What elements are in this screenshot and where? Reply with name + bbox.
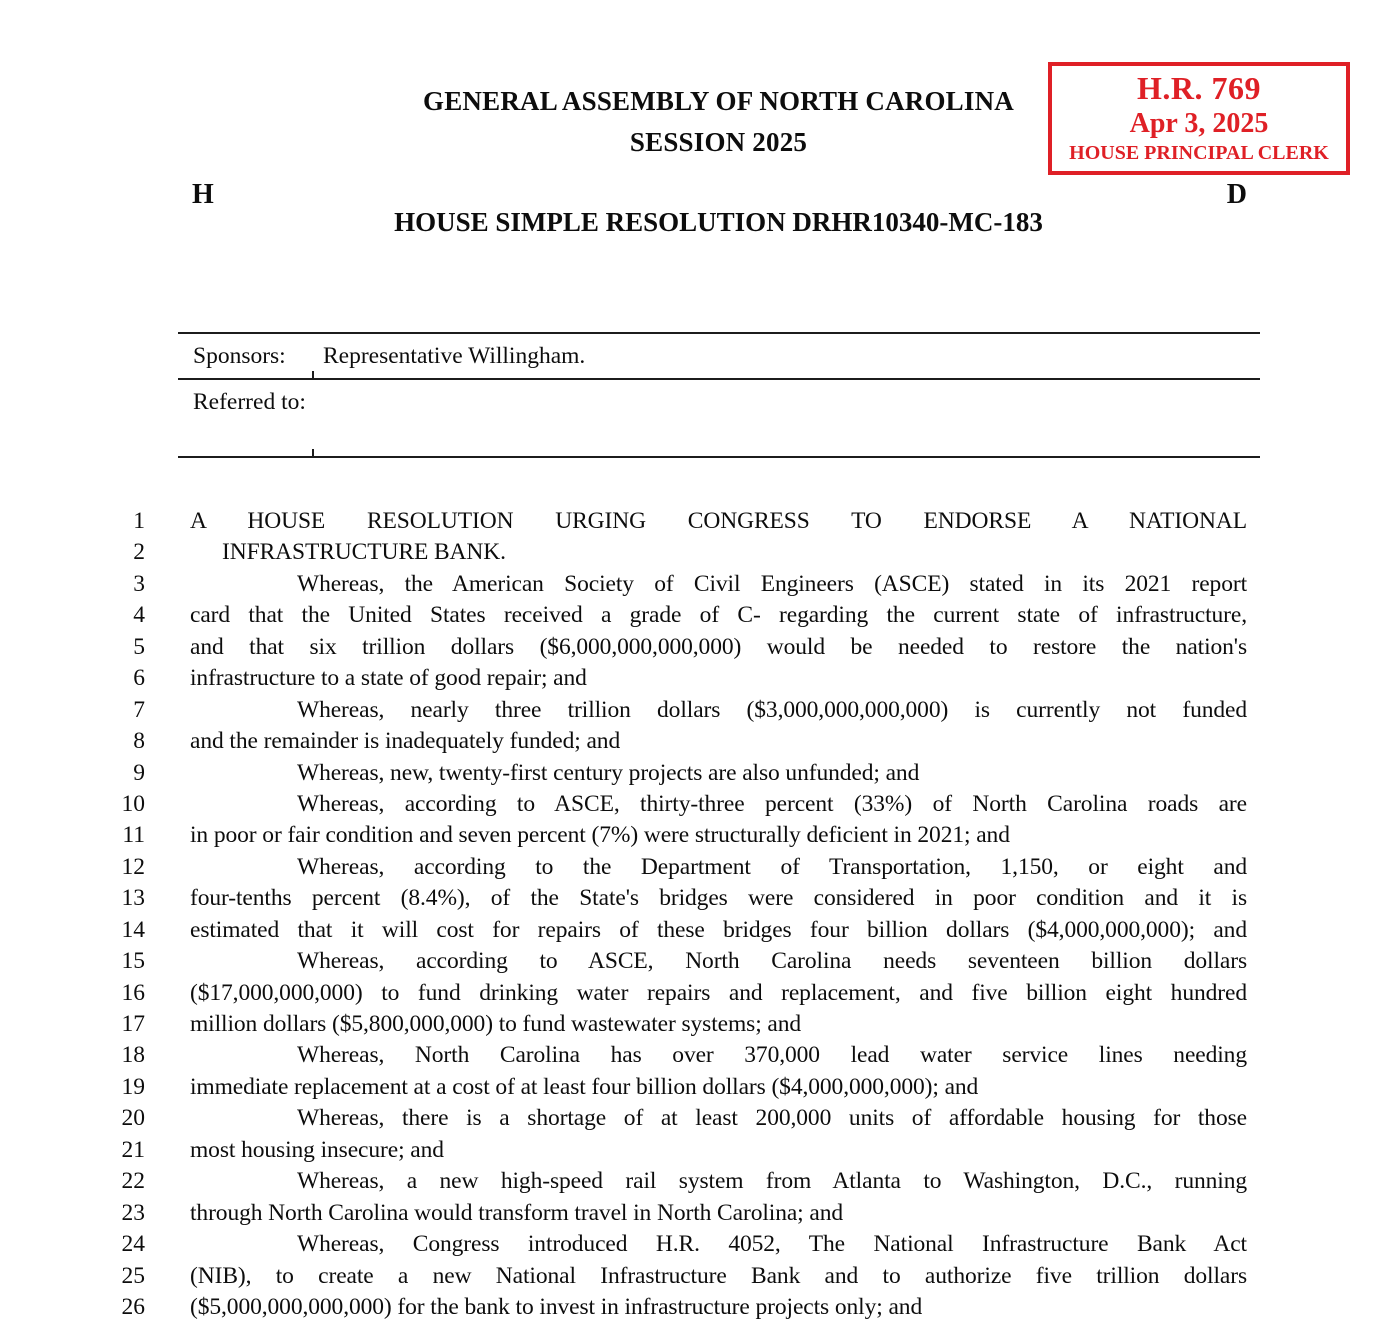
referred-to-row xyxy=(178,380,1260,458)
column-divider-tick xyxy=(312,449,314,456)
line-text: (NIB), to create a new National Infrastructure Bank and to authorize five trillion dollars xyxy=(190,1262,1247,1289)
stamp-date: Apr 3, 2025 xyxy=(1129,108,1269,139)
body-line xyxy=(0,1103,1396,1134)
body-line xyxy=(0,852,1396,883)
line-text: ($17,000,000,000) to fund drinking water repairs and replacement, and five billion eight hundred xyxy=(190,979,1247,1006)
line-text: Whereas, according to the Department of Transportation, 1,150, or eight and xyxy=(297,853,1247,880)
line-text: estimated that it will cost for repairs of these bridges four billion dollars ($4,000,000,000); and xyxy=(190,916,1247,943)
line-number: 8 xyxy=(133,728,145,755)
line-text: infrastructure to a state of good repair; and xyxy=(190,665,587,692)
sponsors-value: Representative Willingham. xyxy=(323,343,586,369)
assembly-title: GENERAL ASSEMBLY OF NORTH CAROLINA xyxy=(423,86,1014,116)
line-number: 23 xyxy=(121,1199,145,1226)
line-text: Whereas, according to ASCE, thirty-three percent (33%) of North Carolina roads are xyxy=(297,790,1247,817)
line-number: 12 xyxy=(121,853,145,880)
line-number: 22 xyxy=(121,1168,145,1195)
line-text: Whereas, new, twenty-first century projects are also unfunded; and xyxy=(297,759,920,786)
body-line xyxy=(0,663,1396,694)
body-line xyxy=(0,883,1396,914)
line-number: 10 xyxy=(121,790,145,817)
line-text: most housing insecure; and xyxy=(190,1136,444,1163)
line-text: in poor or fair condition and seven percent (7%) were structurally deficient in 2021; and xyxy=(190,822,1010,849)
body-line xyxy=(0,915,1396,946)
line-number: 14 xyxy=(121,916,145,943)
line-text: four-tenths percent (8.4%), of the State's bridges were considered in poor condition and it is xyxy=(190,885,1247,912)
body-line xyxy=(0,1072,1396,1103)
line-text: Whereas, according to ASCE, North Carolina needs seventeen billion dollars xyxy=(297,948,1247,975)
line-number: 4 xyxy=(133,602,145,629)
line-number: 20 xyxy=(121,1105,145,1132)
line-number: 18 xyxy=(121,1042,145,1069)
body-line xyxy=(0,1261,1396,1292)
body-line xyxy=(0,978,1396,1009)
line-text: and the remainder is inadequately funded; and xyxy=(190,728,621,755)
body-line xyxy=(0,946,1396,977)
line-number: 16 xyxy=(121,979,145,1006)
sponsors-row xyxy=(178,334,1260,380)
session-title: SESSION 2025 xyxy=(629,127,808,157)
line-text: Whereas, there is a shortage of at least 200,000 units of affordable housing for those xyxy=(297,1105,1247,1132)
resolution-body xyxy=(0,506,1396,1323)
line-text: through North Carolina would transform travel in North Carolina; and xyxy=(190,1199,844,1226)
body-line xyxy=(0,1040,1396,1071)
line-number: 24 xyxy=(121,1231,145,1258)
line-text: Whereas, Congress introduced H.R. 4052, The National Infrastructure Bank Act xyxy=(297,1231,1247,1258)
body-line xyxy=(0,695,1396,726)
line-number: 1 xyxy=(133,508,145,534)
line-number: 7 xyxy=(133,696,145,723)
clerk-filing-stamp xyxy=(1048,62,1350,175)
body-line xyxy=(0,1166,1396,1197)
sponsors-label: Sponsors: xyxy=(193,343,286,369)
body-line xyxy=(0,1198,1396,1229)
line-text: immediate replacement at a cost of at least four billion dollars ($4,000,000,000); and xyxy=(190,1073,979,1100)
body-line xyxy=(0,1009,1396,1040)
body-line xyxy=(0,632,1396,663)
body-line xyxy=(0,537,1396,568)
line-number: 6 xyxy=(133,665,145,692)
line-number: 21 xyxy=(121,1136,145,1163)
line-text: A HOUSE RESOLUTION URGING CONGRESS TO ENDORSE A NATIONAL xyxy=(190,508,1247,534)
body-line xyxy=(0,789,1396,820)
line-text: INFRASTRUCTURE BANK. xyxy=(222,539,506,566)
body-line xyxy=(0,506,1396,537)
line-number: 17 xyxy=(121,1011,145,1037)
body-line xyxy=(0,1135,1396,1166)
sponsors-table xyxy=(178,332,1260,458)
resolution-title: HOUSE SIMPLE RESOLUTION DRHR10340-MC-183 xyxy=(394,207,1043,237)
line-number: 26 xyxy=(121,1293,145,1320)
line-text: ($5,000,000,000,000) for the bank to invest in infrastructure projects only; and xyxy=(190,1293,923,1320)
column-divider-tick xyxy=(312,371,314,378)
line-text: Whereas, the American Society of Civil Engineers (ASCE) stated in its 2021 report xyxy=(297,570,1247,597)
line-text: card that the United States received a grade of C- regarding the current state of infrastructure, xyxy=(190,602,1247,629)
body-line xyxy=(0,1292,1396,1323)
line-text: Whereas, nearly three trillion dollars ($3,000,000,000,000) is currently not funded xyxy=(297,696,1247,723)
line-number: 13 xyxy=(121,885,145,912)
stamp-bill-number: H.R. 769 xyxy=(1137,70,1261,106)
body-line xyxy=(0,600,1396,631)
body-line xyxy=(0,1229,1396,1260)
body-line xyxy=(0,758,1396,789)
line-number: 15 xyxy=(121,948,145,975)
line-number: 9 xyxy=(133,759,145,786)
chamber-mark-house: H xyxy=(192,179,214,210)
line-text: and that six trillion dollars ($6,000,000,000,000) would be needed to restore the nation's xyxy=(190,633,1247,660)
line-number: 25 xyxy=(121,1262,145,1289)
body-line xyxy=(0,820,1396,851)
line-number: 5 xyxy=(133,633,145,660)
body-line xyxy=(0,569,1396,600)
referred-to-label: Referred to: xyxy=(193,389,306,415)
stamp-office: HOUSE PRINCIPAL CLERK xyxy=(1069,142,1329,164)
line-text: million dollars ($5,800,000,000) to fund wastewater systems; and xyxy=(190,1011,802,1037)
line-number: 11 xyxy=(122,822,145,849)
line-number: 3 xyxy=(133,570,145,597)
chamber-mark-draft: D xyxy=(1226,179,1247,210)
line-number: 19 xyxy=(121,1073,145,1100)
line-text: Whereas, North Carolina has over 370,000 lead water service lines needing xyxy=(297,1042,1247,1069)
line-text: Whereas, a new high-speed rail system from Atlanta to Washington, D.C., running xyxy=(297,1168,1247,1195)
line-number: 2 xyxy=(133,539,145,566)
body-line xyxy=(0,726,1396,757)
